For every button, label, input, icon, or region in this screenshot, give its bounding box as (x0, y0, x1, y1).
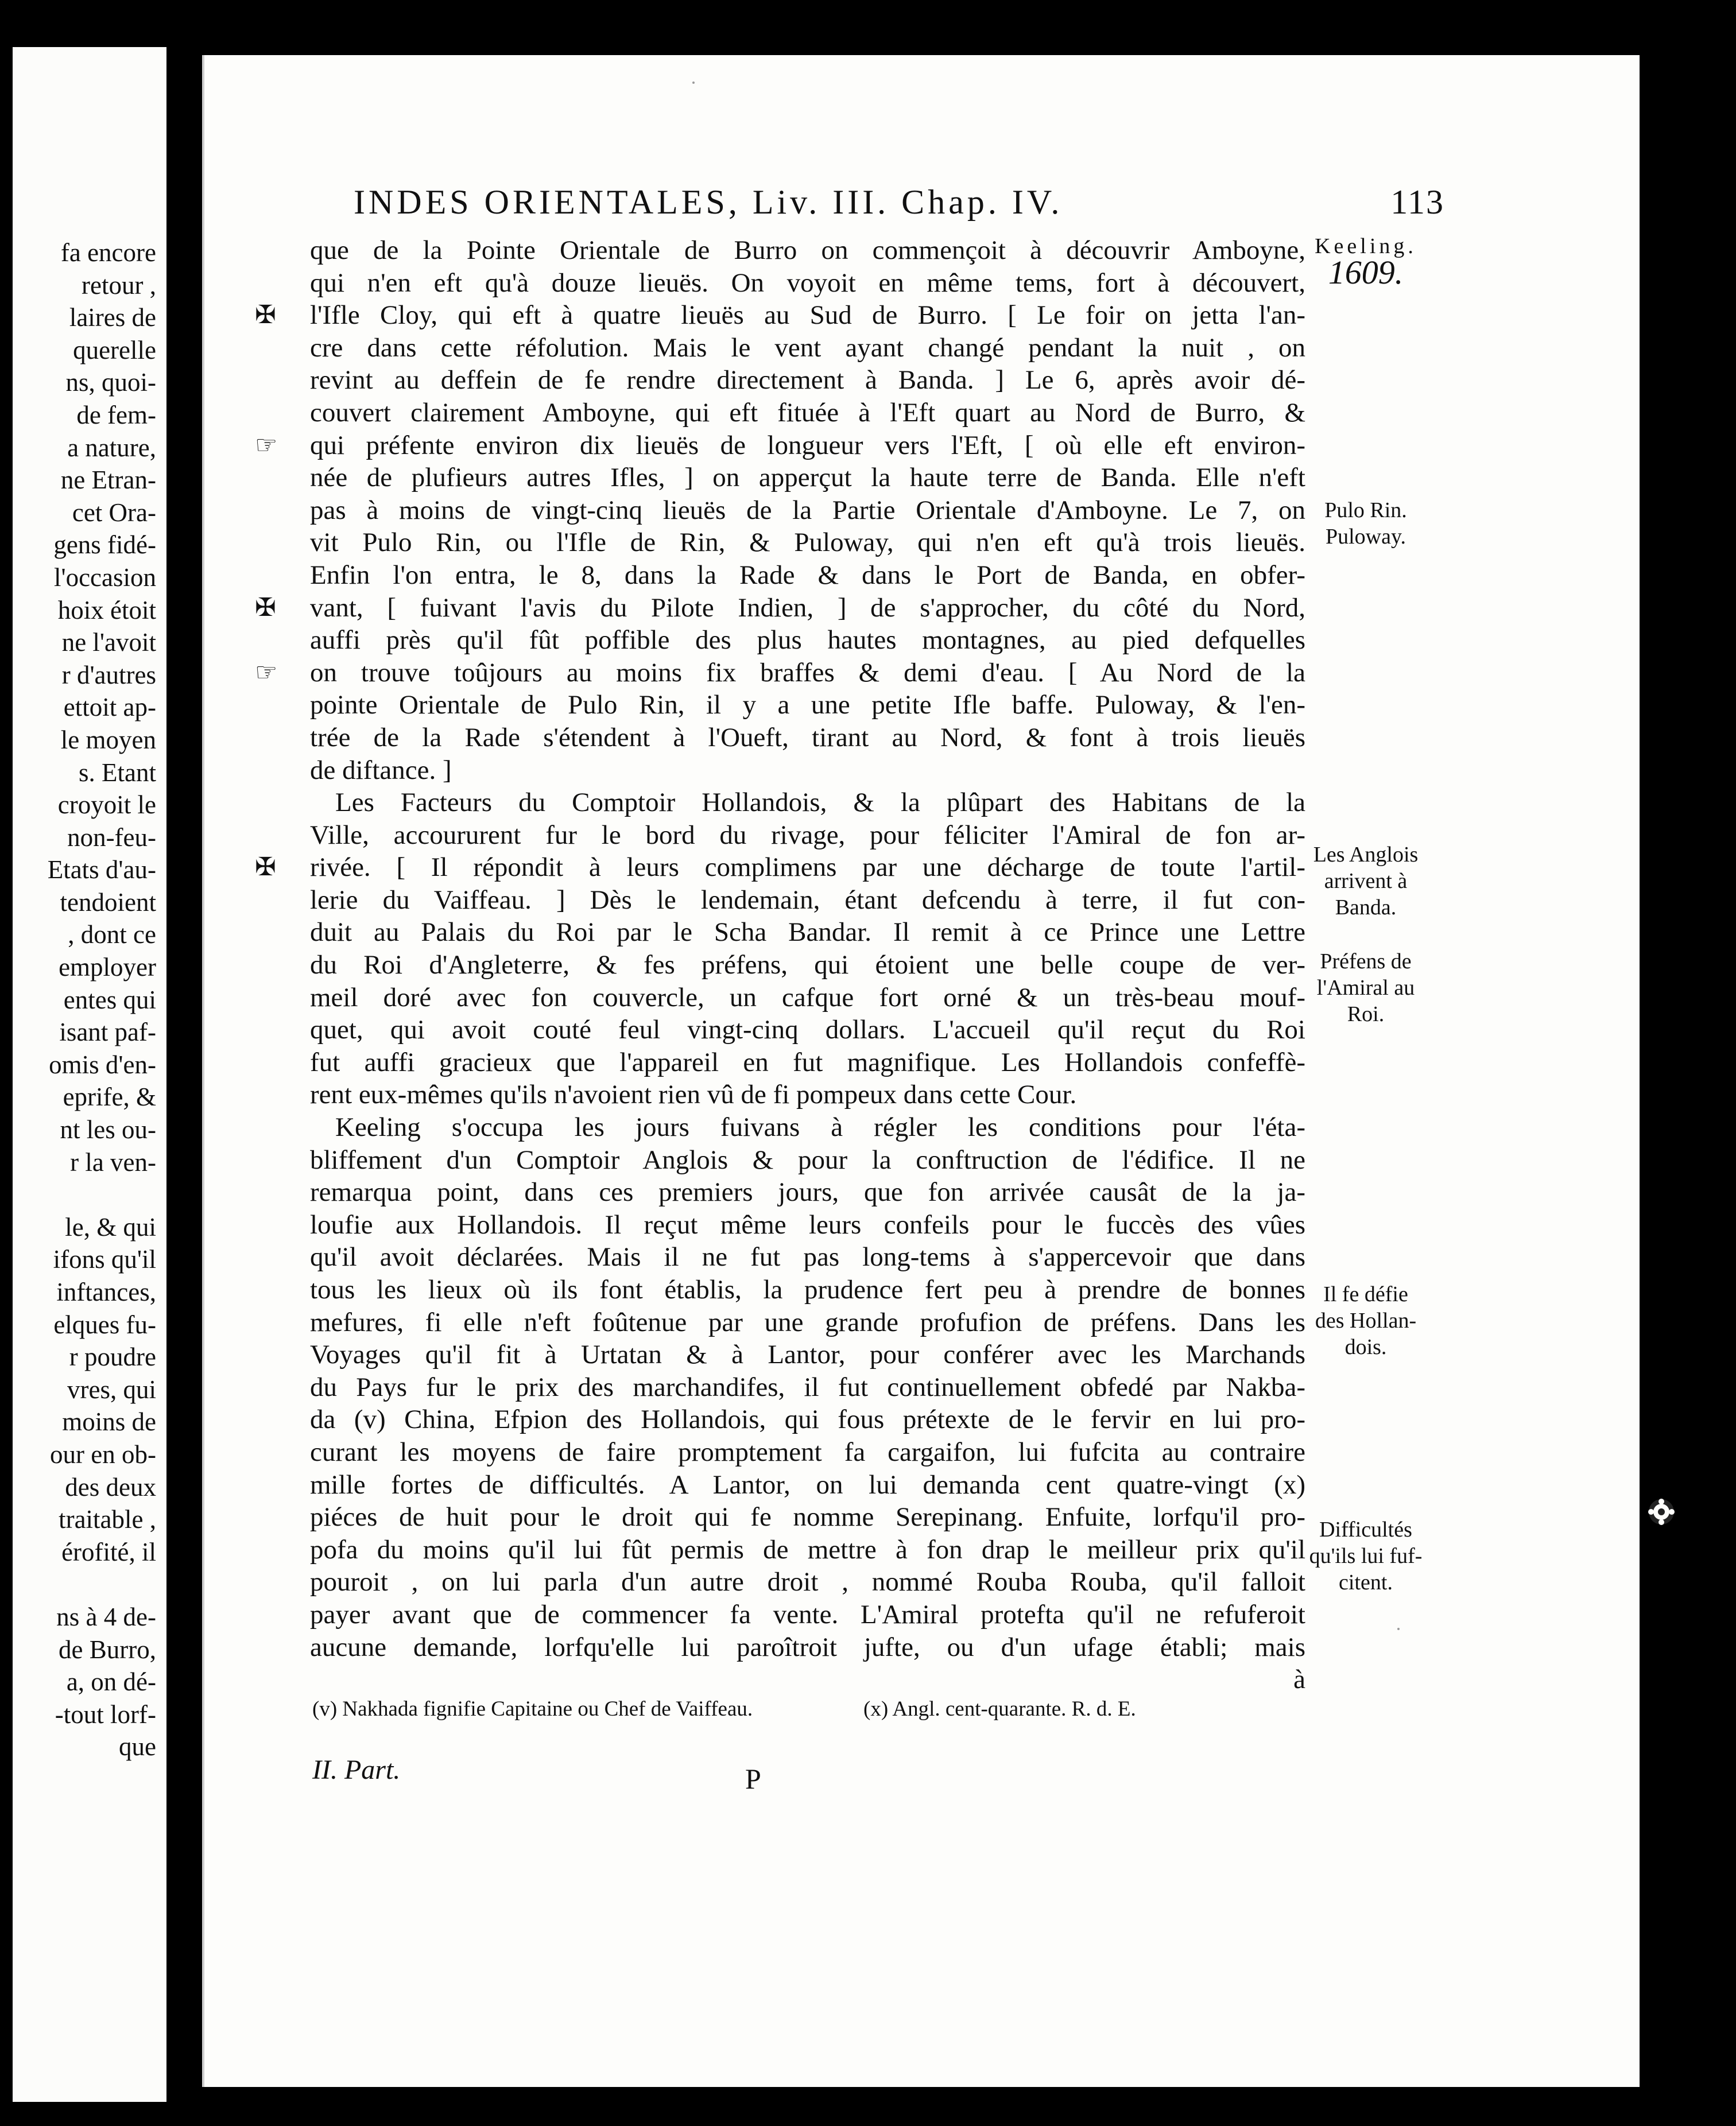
signature-mark: P (745, 1763, 761, 1795)
left-page-text (13, 236, 156, 1763)
text-line: trée de la Rade s'étendent à l'Oueft, tirant au Nord, & font à trois lieuës (310, 722, 1305, 752)
pointing-hand-icon: ☞ (255, 658, 278, 686)
footnote-x: (x) Angl. cent-quarante. R. d. E. (863, 1697, 1136, 1721)
left-line: elques fu- (53, 1310, 156, 1339)
left-line: croyoit le (57, 790, 156, 820)
left-line: ifons qu'il (53, 1245, 156, 1274)
text-line: remarqua point, dans ces premiers jours, que fon arrivée causât de la ja- (310, 1177, 1305, 1208)
left-line: fa encore (60, 238, 156, 267)
left-line: eprife, & (63, 1083, 156, 1112)
running-title: INDES ORIENTALES, Liv. III. Chap. IV. (354, 183, 1063, 221)
left-line: , dont ce (68, 920, 156, 949)
catchword: à (1293, 1665, 1305, 1695)
text-line: bliffement d'un Comptoir Anglois & pour la conftruction de l'édifice. Il ne (310, 1145, 1305, 1175)
left-line: a nature, (67, 433, 156, 462)
text-line: du Pays fur le prix des marchandifes, il fut continuellement obfedé par Nakba- (310, 1372, 1305, 1402)
text-line: payer avant que de commencer fa vente. L'Amiral protefta qu'il ne refuferoit (310, 1599, 1305, 1630)
left-line: Etats d'au- (47, 855, 156, 884)
side-note-pulo: Pulo Rin. Puloway. (1324, 498, 1407, 549)
text-line: Keeling s'occupa les jours fuivans à régler les conditions pour l'éta- (335, 1112, 1305, 1143)
text-line: da (v) China, Efpion des Hollandois, qui fous prétexte de le fervir en lui pro- (310, 1405, 1305, 1435)
footnote-v: (v) Nakhada fignifie Capitaine ou Chef de Vaiffeau. (312, 1697, 753, 1721)
left-line: ns, quoi- (65, 368, 156, 397)
left-line: le moyen (60, 725, 156, 754)
text-line: que de la Pointe Orientale de Burro on commençoit à découvrir Amboyne, (310, 235, 1305, 265)
left-line: ne Etran- (60, 465, 156, 495)
text-line: mefures, fi elle n'eft foûtenue par une grande profufion de préfens. Dans les (310, 1307, 1305, 1337)
text-line: Voyages qu'il fit à Urtatan & à Lantor, pour conférer avec les Marchands (310, 1340, 1305, 1370)
left-line: que (119, 1732, 156, 1762)
text-line: qu'il avoit déclarées. Mais il ne fut pas long-tems à s'appercevoir que dans (310, 1242, 1305, 1273)
left-line: moins de (62, 1407, 156, 1437)
text-line: qui n'en eft qu'à douze lieuës. On voyoit en même tems, fort à découvert, (310, 267, 1305, 298)
side-note-anglois: Les Anglois arrivent à Banda. (1313, 843, 1419, 920)
text-line: duit au Palais du Roi par le Scha Bandar. Il remit à ce Prince une Lettre (310, 917, 1305, 948)
catchword-line (255, 1663, 1305, 1696)
text-line: tous les lieux où ils font établis, la prudence fert peu à prendre de bonnes (310, 1275, 1305, 1305)
left-line: le, & qui (65, 1212, 156, 1242)
text-line: loufie aux Hollandois. Il reçut même leurs confeils pour le fuccès des vûes (310, 1209, 1305, 1240)
text-line: ☞ on trouve toûjours au moins fix braffes & demi d'eau. [ Au Nord de la (255, 657, 1305, 689)
text-line: auffi près qu'il fût poffible des plus hautes montagnes, au pied defquelles (310, 625, 1305, 655)
text-line: curant les moyens de faire promptement fa cargaifon, lui fufcita au contraire (310, 1437, 1305, 1467)
text-line: ✠ rivée. [ Il répondit à leurs complimens par une décharge de toute l'artil- (255, 851, 1305, 884)
left-line: a, on dé- (66, 1667, 156, 1697)
left-line: des deux (65, 1472, 156, 1502)
text-line: revint au deffein de fe rendre directement à Banda. ] Le 6, après avoir dé- (310, 365, 1305, 395)
text-line: rent eux-mêmes qu'ils n'avoient rien vû de fi pompeux dans cette Cour. (310, 1080, 1077, 1110)
text-line: meil doré avec fon couvercle, un cafque fort orné & un très-beau mouf- (310, 982, 1305, 1012)
text-line: du Roi d'Angleterre, & fes préfens, qui étoient une belle coupe de ver- (310, 950, 1305, 980)
floral-ornament-icon (1644, 1495, 1679, 1529)
text-line: vit Pulo Rin, ou l'Ifle de Rin, & Puloway, qui n'en eft qu'à trois lieuës. (310, 527, 1305, 558)
cross-icon: ✠ (255, 593, 276, 622)
left-line: érofité, il (61, 1537, 156, 1566)
text-line: pas à moins de vingt-cinq lieuës de la Partie Orientale d'Amboyne. Le 7, on (310, 495, 1305, 525)
left-line: inftances, (56, 1278, 156, 1306)
text-line: piéces de huit pour le droit qui fe nomme Serepinang. Enfuite, lorfqu'il pro- (310, 1502, 1305, 1533)
left-facing-page (13, 47, 166, 2102)
side-note-difficultes: Difficultés qu'ils lui fuf- citent. (1309, 1518, 1423, 1594)
left-line: vres, qui (67, 1375, 156, 1404)
left-line: entes qui (63, 985, 156, 1014)
side-note-presens: Préfens de l'Amiral au Roi. (1316, 949, 1415, 1026)
left-line: isant paf- (59, 1018, 156, 1047)
left-line: -tout lorf- (55, 1700, 156, 1729)
left-line: de fem- (76, 400, 156, 429)
left-line: de Burro, (59, 1635, 156, 1664)
text-line: cre dans cette réfolution. Mais le vent ayant changé pendant la nuit , on (310, 332, 1305, 363)
left-line: r d'autres (61, 660, 156, 689)
left-line: querelle (73, 335, 156, 364)
left-line: traitable , (59, 1505, 156, 1534)
text-line: ✠ vant, [ fuivant l'avis du Pilote Indien, ] de s'approcher, du côté du Nord, (255, 592, 1305, 624)
left-line: non-feu- (67, 823, 156, 852)
left-line: retour , (82, 270, 156, 300)
text-line: née de plufieurs autres Ifles, ] on apperçut la haute terre de Banda. Elle n'eft (310, 463, 1305, 493)
left-line: l'occasion (53, 562, 156, 592)
left-line: ne l'avoit (61, 628, 156, 657)
left-line: nt les ou- (60, 1115, 156, 1145)
left-line: our en ob- (50, 1440, 156, 1469)
main-page (202, 55, 1640, 2087)
left-line: ns à 4 de- (56, 1602, 156, 1631)
text-line: couvert clairement Amboyne, qui eft fituée à l'Eft quart au Nord de Burro, & (310, 397, 1305, 428)
text-line: pouroit , on lui parla d'un autre droit , nommé Rouba Rouba, qu'il falloit (310, 1567, 1305, 1597)
text-line: mille fortes de difficultés. A Lantor, on lui demanda cent quatre-vingt (x) (310, 1469, 1305, 1500)
left-line: ettoit ap- (63, 693, 156, 722)
cross-icon: ✠ (255, 853, 276, 882)
left-line (13, 1568, 156, 1601)
body-text (255, 234, 1305, 1696)
cross-icon: ✠ (255, 301, 276, 329)
pointing-hand-icon: ☞ (255, 430, 278, 459)
left-line: s. Etant (79, 758, 156, 787)
left-line: laires de (69, 303, 156, 332)
side-note-defie: Il fe défie des Hollan- dois. (1315, 1282, 1417, 1359)
running-header (354, 183, 1444, 228)
text-line: pofa du moins qu'il lui fût permis de mettre à fon drap le meilleur prix qu'il (310, 1534, 1305, 1565)
text-line: quet, qui avoit couté feul vingt-cinq dollars. L'accueil qu'il reçut du Roi (310, 1015, 1305, 1045)
left-line: gens fidé- (53, 530, 156, 560)
text-line: ☞ qui préfente environ dix lieuës de longueur vers l'Eft, [ où elle eft environ- (255, 429, 1305, 462)
text-line: ✠ l'Ifle Cloy, qui eft à quatre lieuës au Sud de Burro. [ Le foir on jetta l'an- (255, 299, 1305, 332)
ink-speck (1397, 1628, 1400, 1630)
left-line: employer (59, 953, 156, 982)
text-line: aucune demande, lorfqu'elle lui paroîtroit jufte, ou d'un ufage établi; mais (310, 1632, 1305, 1662)
left-line: omis d'en- (49, 1050, 156, 1079)
left-line: r la ven- (70, 1147, 156, 1177)
left-line: cet Ora- (72, 498, 156, 527)
ink-speck (692, 82, 695, 84)
text-line: Enfin l'on entra, le 8, dans la Rade & dans le Port de Banda, en obfer- (310, 560, 1305, 590)
side-note-keeling: Keeling. 1609. (1315, 234, 1417, 291)
part-marker: II. Part. (312, 1755, 401, 1785)
text-line: Les Facteurs du Comptoir Hollandois, & la plûpart des Habitans de la (335, 787, 1305, 818)
text-line: lerie du Vaiffeau. ] Dès le lendemain, étant defcendu à terre, il fut con- (310, 884, 1305, 915)
left-line (13, 1178, 156, 1211)
text-line: pointe Orientale de Pulo Rin, il y a une petite Ifle baffe. Puloway, & l'en- (310, 690, 1305, 720)
text-line: de diftance. ] (310, 755, 452, 785)
page-number: 113 (1390, 183, 1444, 221)
text-line: Ville, accoururent fur le bord du rivage, pour féliciter l'Amiral de fon ar- (310, 820, 1305, 850)
left-line: hoix étoit (57, 595, 156, 624)
text-line: fut auffi gracieux que l'appareil en fut magnifique. Les Hollandois confeffè- (310, 1047, 1305, 1077)
left-line: r poudre (69, 1343, 156, 1372)
left-line: tendoient (60, 887, 156, 917)
